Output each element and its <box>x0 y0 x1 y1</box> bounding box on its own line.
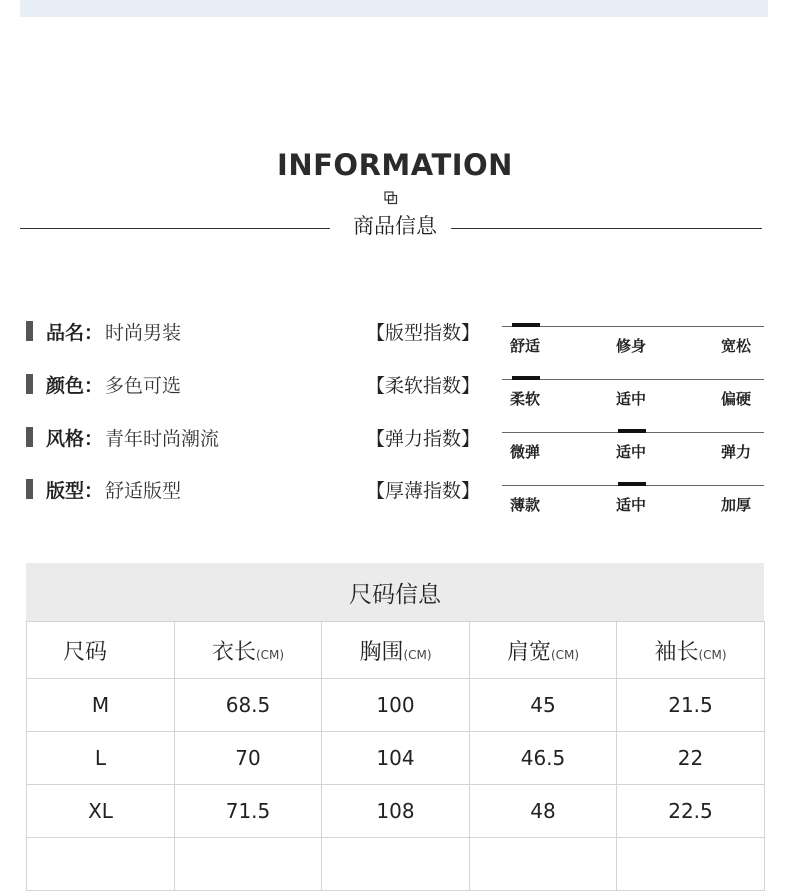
table-cell: 22 <box>617 732 765 785</box>
unit-label: (CM) <box>550 647 580 662</box>
spec-row-color <box>26 371 181 397</box>
index-label-thickness: 【厚薄指数】 <box>366 480 481 502</box>
spec-sep: ： <box>84 321 104 344</box>
table-cell: 100 <box>322 679 470 732</box>
header-length <box>175 622 322 679</box>
scale-tick: 薄款 <box>510 496 541 514</box>
information-title: INFORMATION <box>277 148 513 182</box>
spec-bullet <box>26 321 33 341</box>
table-cell <box>617 838 765 891</box>
scale-tick: 偏硬 <box>721 390 752 408</box>
scale-tick: 微弹 <box>510 443 541 461</box>
table-row <box>27 732 765 785</box>
header-shoulder <box>470 622 617 679</box>
scale-marker <box>618 429 646 433</box>
table-cell: 68.5 <box>175 679 322 732</box>
scale-marker <box>512 323 540 327</box>
table-cell: 46.5 <box>470 732 617 785</box>
product-info-title: 商品信息 <box>353 214 437 238</box>
spec-value: 青年时尚潮流 <box>105 427 220 450</box>
header-text: 胸围 <box>359 639 404 665</box>
table-row <box>27 785 765 838</box>
table-cell: 104 <box>322 732 470 785</box>
spec-key: 品名 <box>46 321 85 344</box>
table-cell: L <box>27 732 175 785</box>
header-text: 袖长 <box>654 639 699 665</box>
spec-row-style <box>26 424 219 450</box>
table-cell <box>322 838 470 891</box>
spec-key: 版型 <box>46 479 85 502</box>
scale-line <box>502 326 764 327</box>
spec-key: 颜色 <box>46 374 85 397</box>
table-row <box>27 838 765 891</box>
table-cell: 48 <box>470 785 617 838</box>
spec-sep: ： <box>84 374 104 397</box>
table-cell: 45 <box>470 679 617 732</box>
table-cell <box>27 838 175 891</box>
table-cell: 22.5 <box>617 785 765 838</box>
table-cell <box>470 838 617 891</box>
header-chest <box>322 622 470 679</box>
top-banner-strip <box>20 0 768 17</box>
table-row <box>27 679 765 732</box>
index-label-softness: 【柔软指数】 <box>366 375 481 397</box>
unit-label: (CM) <box>698 647 727 662</box>
header-sleeve <box>617 622 765 679</box>
title-rule-right <box>451 228 762 229</box>
spec-sep: ： <box>84 479 104 502</box>
table-cell: 21.5 <box>617 679 765 732</box>
header-text: 肩宽 <box>506 639 551 665</box>
spec-row-fit <box>26 476 181 502</box>
index-scale-elasticity <box>502 432 764 472</box>
overlapping-squares-icon <box>384 191 398 205</box>
spec-value: 时尚男装 <box>105 321 182 344</box>
scale-marker <box>512 376 540 380</box>
header-text: 尺码 <box>63 639 108 665</box>
size-table-title: 尺码信息 <box>26 563 764 621</box>
scale-tick: 适中 <box>616 443 647 461</box>
index-label-elasticity: 【弹力指数】 <box>366 428 481 450</box>
index-scale-fit <box>502 326 764 366</box>
header-text: 衣长 <box>211 639 256 665</box>
table-cell: XL <box>27 785 175 838</box>
unit-label: (CM) <box>403 647 432 662</box>
scale-marker <box>618 482 646 486</box>
table-cell: 71.5 <box>175 785 322 838</box>
size-table <box>26 621 765 891</box>
scale-tick: 宽松 <box>721 337 752 355</box>
unit-label: (CM) <box>255 647 285 662</box>
scale-tick: 加厚 <box>721 496 752 514</box>
table-cell: 108 <box>322 785 470 838</box>
size-table-header-row <box>27 622 765 679</box>
index-scale-thickness <box>502 485 764 525</box>
spec-bullet <box>26 427 33 447</box>
spec-value: 多色可选 <box>105 374 182 397</box>
spec-row-name <box>26 318 181 344</box>
scale-tick: 修身 <box>616 337 647 355</box>
table-cell: M <box>27 679 175 732</box>
table-cell: 70 <box>175 732 322 785</box>
table-cell <box>175 838 322 891</box>
index-scale-softness <box>502 379 764 419</box>
index-label-fit: 【版型指数】 <box>366 322 481 344</box>
spec-value: 舒适版型 <box>105 479 182 502</box>
spec-bullet <box>26 479 33 499</box>
spec-sep: ： <box>84 427 104 450</box>
scale-tick: 适中 <box>616 390 647 408</box>
scale-tick: 弹力 <box>721 443 752 461</box>
scale-line <box>502 379 764 380</box>
spec-bullet <box>26 374 33 394</box>
scale-tick: 舒适 <box>510 337 541 355</box>
scale-tick: 适中 <box>616 496 647 514</box>
header-size <box>27 622 175 679</box>
spec-key: 风格 <box>46 427 85 450</box>
scale-tick: 柔软 <box>510 390 541 408</box>
